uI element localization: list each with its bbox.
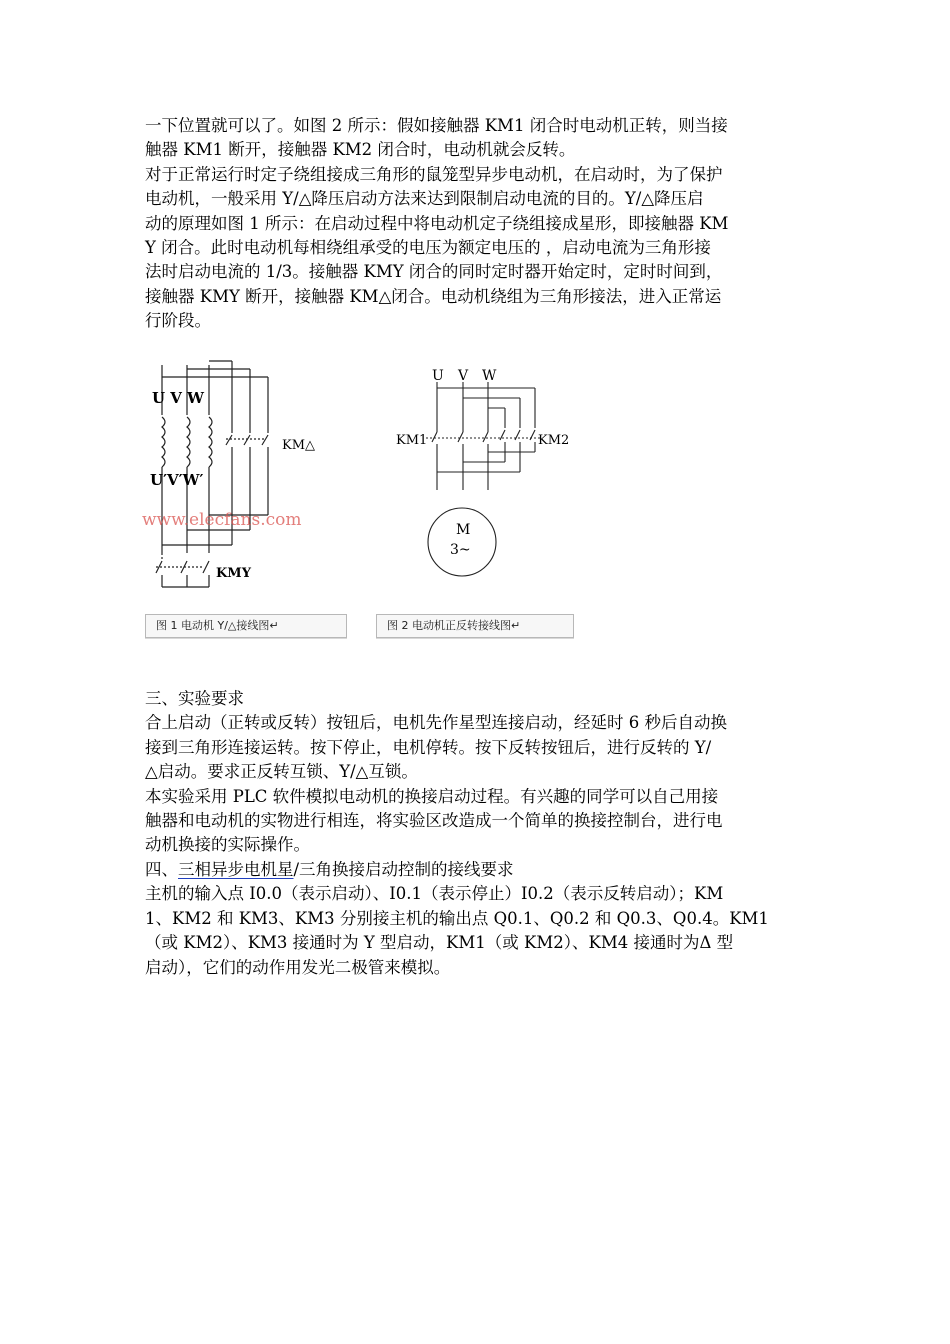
fig2-label-km2: KM2 [538, 433, 570, 448]
text-line: 电动机，一般采用 Y/△降压启动方法来达到限制启动电流的目的。Y/△降压启 [145, 189, 704, 209]
fig1-label-uvw-prime: U′V′W′ [150, 471, 204, 489]
text-line: 法时启动电流的 1/3。接触器 KMY 闭合的同时定时器开始定时，定时时间到， [145, 262, 723, 282]
section-heading: 三、实验要求 [145, 689, 244, 708]
text-line: △启动。要求正反转互锁、Y/△互锁。 [145, 762, 418, 782]
figure-2-caption [376, 614, 574, 638]
text-line: 一下位置就可以了。如图 2 所示：假如接触器 KM1 闭合时电动机正转，则当接 [145, 116, 728, 135]
fig1-label-uvw: U V W [152, 389, 205, 407]
text-line: 本实验采用 PLC 软件模拟电动机的换接启动过程。有兴趣的同学可以自己用接 [145, 786, 719, 806]
fig2-label-w: W [482, 368, 497, 384]
section-heading [145, 858, 807, 882]
heading-link[interactable]: 三相异步电机星 [178, 860, 294, 879]
motor-label: M [456, 522, 471, 538]
fig1-label-km-delta: KM△ [282, 438, 316, 453]
fig2-label-u: U [432, 368, 444, 384]
text-line: 行阶段。 [145, 311, 211, 331]
text-line: 对于正常运行时定子绕组接成三角形的鼠笼型异步电动机，在启动时，为了保护 [145, 164, 723, 184]
text-line: 接触器 KMY 断开，接触器 KM△闭合。电动机绕组为三角形接法，进入正常运 [145, 286, 722, 306]
watermark-text: www.elecfans.com [142, 510, 302, 530]
caption-text: 图 1 电动机 Y/△接线图↵ [156, 619, 279, 632]
text-line: Y 闭合。此时电动机每相绕组承受的电压为额定电压的 ，启动电流为三角形接 [145, 237, 711, 257]
fig2-label-v: V [458, 368, 469, 384]
fig1-label-kmy: KMY [216, 566, 251, 581]
text-line: 触器和电动机的实物进行相连，将实验区改造成一个简单的换接控制台，进行电 [145, 810, 723, 830]
motor-phase-label: 3~ [450, 542, 471, 558]
text-line: 合上启动（正转或反转）按钮后，电机先作星型连接启动，经延时 6 秒后自动换 [145, 713, 727, 733]
text-line: 触器 KM1 断开，接触器 KM2 闭合时，电动机就会反转。 [145, 140, 576, 160]
section-3 [145, 687, 807, 858]
text-line: 1、KM2 和 KM3、KM3 分别接主机的输出点 Q0.1、Q0.2 和 Q0.3、Q0.4。KM1 [145, 908, 769, 928]
fig2-label-km1: KM1 [396, 433, 428, 448]
figure-1-caption [145, 614, 347, 638]
text-line: 动机换接的实际操作。 [145, 835, 310, 855]
text-line: 接到三角形连接运转。按下停止，电机停转。按下反转按钮后，进行反转的 Y/ [145, 737, 712, 757]
caption-text: 图 2 电动机正反转接线图↵ [387, 619, 521, 632]
intro-paragraph [145, 114, 807, 334]
section-4 [145, 858, 807, 980]
text-line: 启动），它们的动作用发光二极管来模拟。 [145, 957, 451, 977]
text-line: 主机的输入点 I0.0（表示启动）、I0.1（表示停止）I0.2（表示反转启动）；KM [145, 884, 724, 904]
figure-2-diagram [390, 362, 580, 607]
figure-1-diagram [140, 355, 370, 610]
heading-suffix: /三角换接启动控制的接线要求 [293, 860, 514, 879]
text-line: 动的原理如图 1 所示：在启动过程中将电动机定子绕组接成星形，即接触器 KM [145, 213, 729, 233]
heading-prefix: 四、 [145, 860, 178, 879]
text-line: （或 KM2）、KM3 接通时为 Y 型启动，KM1（或 KM2）、KM4 接通时为Δ 型 [145, 933, 734, 953]
